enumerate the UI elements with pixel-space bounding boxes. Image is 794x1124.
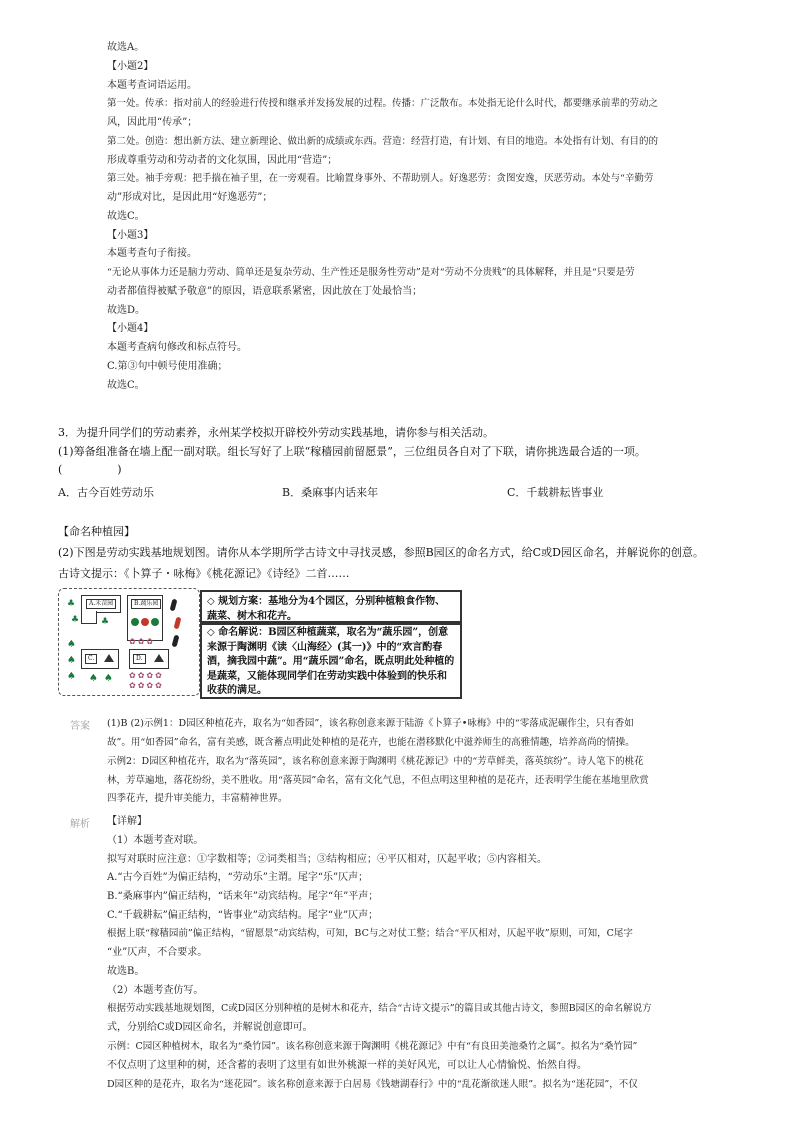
text-line: 动”形成对比，是因此用“好逸恶劳”； bbox=[107, 192, 273, 203]
tree-icon: ♠ bbox=[89, 673, 98, 684]
subquestion-heading: 【小题4】 bbox=[107, 323, 154, 334]
text-line: “无论从事体力还是脑力劳动、简单还是复杂劳动、生产性还是服务性劳动”是对“劳动不分贵贱”的具体解释，并且是“只要是劳 bbox=[107, 267, 635, 278]
plot-d-label: D. bbox=[133, 654, 146, 664]
plot-c-label: C. bbox=[85, 654, 97, 664]
seedling-icon: ♣ bbox=[71, 615, 80, 625]
analysis-line: （1）本题考查对联。 bbox=[107, 835, 204, 846]
pepper-icon bbox=[174, 617, 182, 630]
text-line: 本题考查病句修改和标点符号。 bbox=[107, 342, 247, 353]
analysis-line: 示例：C园区种植树木，取名为“桑竹园”。该名称创意来源于陶渊明《桃花源记》中有“有良田美池桑竹之属”。拟名为“桑竹园” bbox=[107, 1041, 638, 1052]
subquestion-heading: 【小题3】 bbox=[107, 230, 154, 241]
analysis-line: 式，分别给C或D园区命名，并解说创意即可。 bbox=[107, 1022, 313, 1033]
plot-a-extension bbox=[81, 611, 97, 624]
garden-plan-map bbox=[58, 588, 200, 696]
pepper-icon bbox=[170, 599, 178, 612]
tree-icon: ♠ bbox=[67, 671, 76, 682]
answer-blank: ( ) bbox=[58, 463, 122, 476]
flower-icon: ✿✿✿✿ bbox=[129, 681, 164, 690]
tree-icon: ♠ bbox=[104, 673, 113, 684]
plot-b-label: B.蔬乐园 bbox=[131, 599, 161, 609]
analysis-line: B.“桑麻事内”偏正结构，“话来年”动宾结构。尾字“年”平声； bbox=[107, 891, 379, 902]
poetry-hint: 古诗文提示：《卜算子・咏梅》《桃花源记》《诗经》二首…… bbox=[58, 567, 350, 580]
triangle-icon bbox=[154, 654, 164, 662]
text-line: 形成尊重劳动和劳动者的文化氛围，因此用“营造”； bbox=[107, 155, 338, 166]
analysis-label: 解析 bbox=[70, 819, 90, 830]
flower-icon: ✿✿✿ bbox=[129, 637, 156, 646]
analysis-heading: 【详解】 bbox=[107, 816, 147, 827]
answer-line: 示例2：D园区种植花卉，取名为“落英园”，该名称创意来源于陶渊明《桃花源记》中的“芳草鲜美，落英缤纷”。诗人笔下的桃花 bbox=[107, 756, 644, 767]
text-line: 第一处。传承：指对前人的经验进行传授和继承并发扬发展的过程。传播：广泛散布。本处指无论什么时代，都要继承前辈的劳动之 bbox=[107, 98, 659, 109]
plot-d bbox=[129, 649, 169, 669]
option-c: C．千载耕耘皆事业 bbox=[507, 486, 604, 499]
naming-explanation-box: ◇ 命名解说：B园区种植蔬菜，取名为“蔬乐园”，创意来源于陶渊明《读〈山海经〉(其一)》中的“欢言酌春酒，摘我园中蔬”。用“蔬乐园”命名，既点明此处种植的是蔬菜，又能体现同学们在劳动实践中体验到的快乐和收获的满足。 bbox=[200, 621, 462, 699]
vegetable-icon bbox=[151, 618, 159, 626]
answer-label: 答案 bbox=[70, 721, 90, 732]
analysis-line: C.“千载耕耘”偏正结构，“皆事业”动宾结构。尾字“业”仄声； bbox=[107, 910, 379, 921]
analysis-line: 不仅点明了这里种的树，还含蓄的表明了这里有如世外桃源一样的美好风光，可以让人心情愉悦、怡然自得。 bbox=[107, 1060, 587, 1071]
option-b: B．桑麻事内话来年 bbox=[282, 486, 379, 499]
subquestion-1: (1)筹备组准备在墙上配一副对联。组长写好了上联“稼穑园前留愿景”，三位组员各自对了下联，请你挑选最合适的一项。 bbox=[58, 445, 646, 458]
plot-a-label: A.禾苗园 bbox=[86, 599, 116, 609]
question-stem: 3．为提升同学们的劳动素养，永州某学校拟开辟校外劳动实践基地，请你参与相关活动。 bbox=[58, 426, 494, 439]
text-line: 故选D。 bbox=[107, 305, 146, 316]
text-line: 动者都值得被赋予敬意”的原因，语意联系紧密，因此放在丁处最恰当； bbox=[107, 286, 423, 297]
text-line: 本题考查词语运用。 bbox=[107, 80, 197, 91]
analysis-line: （2）本题考查仿写。 bbox=[107, 985, 204, 996]
text-line: 风，因此用“传承”； bbox=[107, 117, 198, 128]
text-line: 第二处。创造：想出新方法、建立新理论、做出新的成绩或东西。营造：经营打造，有计划、有目的地造。本处指有计划、有目的的 bbox=[107, 136, 659, 147]
tree-icon: ♠ bbox=[67, 655, 76, 666]
text-line: C.第③句中顿号使用准确； bbox=[107, 361, 228, 372]
seedling-icon: ♣ bbox=[67, 599, 76, 609]
analysis-line: 故选B。 bbox=[107, 966, 145, 977]
subquestion-2: (2)下图是劳动实践基地规划图。请你从本学期所学古诗文中寻找灵感，参照B园区的命名方式，给C或D园区命名，并解说你的创意。 bbox=[58, 546, 704, 559]
plot-c bbox=[81, 649, 119, 669]
vegetable-icon bbox=[131, 618, 139, 626]
section-heading: 【命名种植园】 bbox=[58, 525, 135, 538]
analysis-line: 拟写对联时应注意：①字数相等；②词类相当；③结构相应；④平仄相对，仄起平收；⑤内容相关。 bbox=[107, 854, 547, 865]
pepper-icon bbox=[172, 635, 180, 648]
option-a: A．古今百姓劳动乐 bbox=[58, 486, 154, 499]
answer-line: (1)B (2)示例1：D园区种植花卉，取名为“如香园”，该名称创意来源于陆游《卜算子•咏梅》中的“零落成泥碾作尘，只有香如 bbox=[107, 718, 634, 729]
analysis-line: 根据劳动实践基地规划图，C或D园区分别种植的是树木和花卉，结合“古诗文提示”的篇目或其他古诗文，参照B园区的命名解说方 bbox=[107, 1003, 652, 1014]
text-line: 故选A。 bbox=[107, 42, 145, 53]
text-line: 故选C。 bbox=[107, 380, 145, 391]
seedling-icon: ♣ bbox=[101, 617, 110, 627]
text-line: 故选C。 bbox=[107, 211, 145, 222]
triangle-icon bbox=[104, 654, 114, 662]
subquestion-heading: 【小题2】 bbox=[107, 61, 154, 72]
plan-box: ◇ 规划方案：基地分为4个园区，分别种植粮食作物、蔬菜、树木和花卉。 bbox=[200, 590, 462, 625]
tree-icon: ♠ bbox=[67, 639, 76, 650]
answer-line: 故”。用“如香园”命名，富有美感，既含蓄点明此处种植的是花卉，也能在潜移默化中滋养师生的高雅情趣，培养高尚的情操。 bbox=[107, 737, 635, 748]
plot-b bbox=[127, 595, 163, 641]
analysis-line: 根据上联“稼穑园前”偏正结构，“留愿景”动宾结构，可知，BC与之对仗工整；结合“平仄相对，仄起平收”原则，可知，C尾字 bbox=[107, 928, 633, 939]
analysis-line: “业”仄声，不合要求。 bbox=[107, 947, 208, 958]
analysis-line: D园区种的是花卉，取名为“迷花园”。该名称创意来源于白居易《钱塘湖春行》中的“乱花渐欲迷人眼”。拟名为“迷花园”，不仅 bbox=[107, 1079, 638, 1090]
analysis-line: A.“古今百姓”为偏正结构，“劳动乐”主谓。尾字“乐”仄声； bbox=[107, 872, 369, 883]
answer-line: 四季花卉，提升审美能力，丰富精神世界。 bbox=[107, 793, 288, 804]
text-line: 第三处。袖手旁观：把手揣在袖子里，在一旁观看。比喻置身事外、不帮助别人。好逸恶劳：贪图安逸，厌恶劳动。本处与“辛勤劳 bbox=[107, 173, 654, 184]
text-line: 本题考查句子衔接。 bbox=[107, 248, 197, 259]
flower-icon: ✿✿✿✿ bbox=[129, 671, 164, 680]
tomato-icon bbox=[141, 618, 149, 626]
answer-line: 林，芳草遍地，落花纷纷，美不胜收。用“落英园”命名，富有文化气息，不但点明这里种植的是花卉，还表明学生能在基地里欣赏 bbox=[107, 775, 649, 786]
